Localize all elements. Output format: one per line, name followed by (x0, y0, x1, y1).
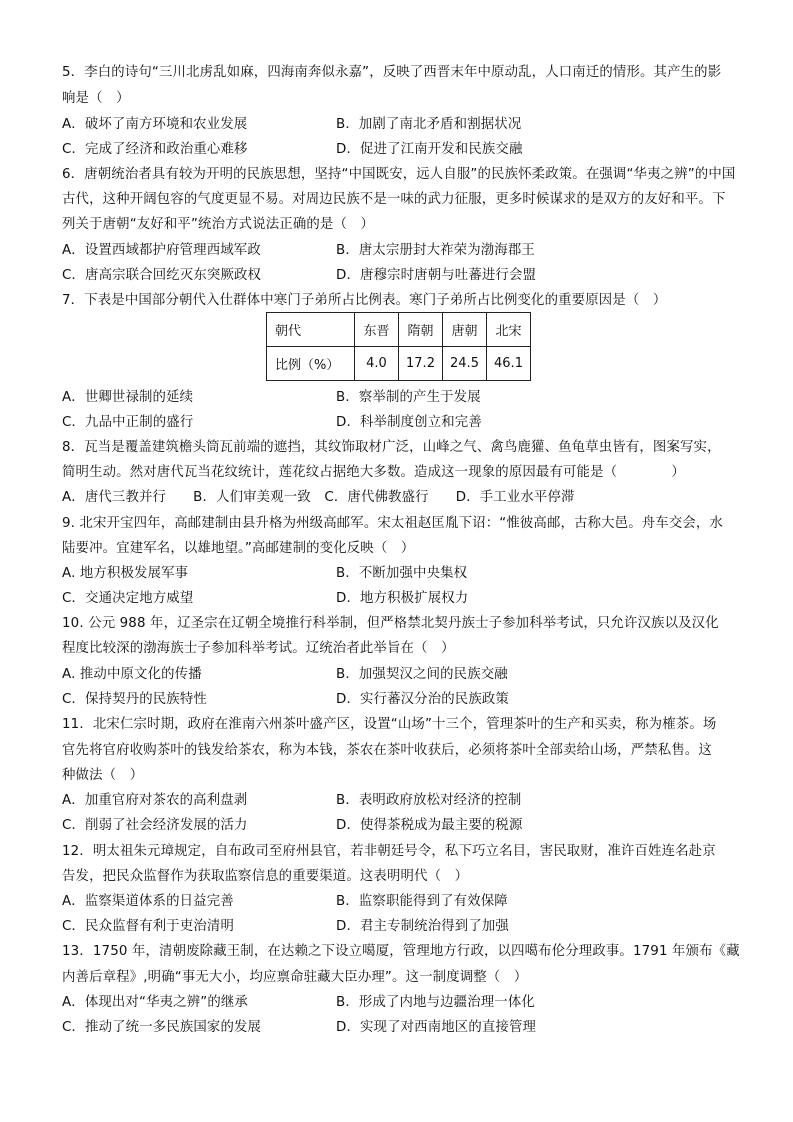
question-11-option-b[interactable]: B．表明政府放松对经济的控制 (336, 793, 522, 808)
question-6-option-d[interactable]: D．唐穆宗时唐朝与吐蕃进行会盟 (336, 268, 537, 283)
question-10-option-c[interactable]: C．保持契丹的民族特性 (62, 692, 207, 707)
question-5-stem-line-2: 响是（ ） (62, 91, 130, 106)
question-8-stem-line-2: 简明生动。然对唐代瓦当花纹统计，莲花纹占据绝大多数。造成这一现象的原因最有可能是（ ） (62, 465, 685, 480)
question-11-option-d[interactable]: D．使得茶税成为最主要的税源 (336, 818, 523, 833)
question-9-option-c[interactable]: C．交通决定地方威望 (62, 591, 194, 606)
question-6-stem-line-3: 列关于唐朝“友好和平”统治方式说法正确的是（ ） (62, 217, 375, 232)
question-10-option-a[interactable]: A. 推动中原文化的传播 (62, 667, 202, 682)
question-6-option-a[interactable]: A．设置西域都护府管理西域军政 (62, 243, 261, 258)
question-6-option-c[interactable]: C．唐高宗联合回纥灭东突厥政权 (62, 268, 262, 283)
question-7-option-d[interactable]: D．科举制度创立和完善 (336, 415, 482, 430)
table-header-ratio: 比例（%） (267, 347, 355, 381)
question-9-option-d[interactable]: D．地方积极扩展权力 (336, 591, 469, 606)
question-12-stem-line-1: 12．明太祖朱元璋规定，自布政司至府州县官，若非朝廷号令，私下巧立名目，害民取财，准许百姓连名赴京 (62, 844, 716, 859)
table-row (267, 313, 531, 347)
question-5-option-a[interactable]: A．破坏了南方环境和农业发展 (62, 117, 248, 132)
table-header-dynasty: 朝代 (267, 313, 355, 347)
question-12-option-c[interactable]: C．民众监督有利于吏治清明 (62, 919, 234, 934)
table-cell: 46.1 (487, 347, 531, 381)
question-9-option-a[interactable]: A. 地方积极发展军事 (62, 566, 189, 581)
table-cell: 东晋 (355, 313, 399, 347)
question-12-option-b[interactable]: B．监察职能得到了有效保障 (336, 894, 508, 909)
table-cell: 24.5 (443, 347, 487, 381)
question-5-option-b[interactable]: B．加剧了南北矛盾和割据状况 (336, 117, 522, 132)
question-13-option-c[interactable]: C．推动了统一多民族国家的发展 (62, 1020, 262, 1035)
question-11-stem-line-2: 官先将官府收购茶叶的钱发给茶农，称为本钱，茶农在茶叶收获后，必须将茶叶全部卖给山场，严禁私售。这 (62, 743, 712, 758)
table-cell: 隋朝 (399, 313, 443, 347)
question-5-stem-line-1: 5．李白的诗句“三川北虏乱如麻，四海南奔似永嘉”，反映了西晋末年中原动乱，人口南迁的情形。其产生的影 (62, 65, 722, 80)
table-cell: 唐朝 (443, 313, 487, 347)
question-7-option-b[interactable]: B．察举制的产生于发展 (336, 390, 481, 405)
question-5-option-d[interactable]: D．促进了江南开发和民族交融 (336, 142, 523, 157)
table-cell: 17.2 (399, 347, 443, 381)
question-10-option-b[interactable]: B．加强契汉之间的民族交融 (336, 667, 508, 682)
table-cell: 北宋 (487, 313, 531, 347)
question-7-option-a[interactable]: A．世卿世禄制的延续 (62, 390, 194, 405)
question-7-stem-line-1: 7．下表是中国部分朝代入仕群体中寒门子弟所占比例表。寒门子弟所占比例变化的重要原因是（ ） (62, 293, 667, 308)
question-10-stem-line-1: 10. 公元 988 年，辽圣宗在辽朝全境推行科举制，但严格禁北契丹族士子参加科举考试，只允许汉族以及汉化 (62, 616, 719, 631)
table-row (267, 347, 531, 381)
question-13-option-d[interactable]: D．实现了对西南地区的直接管理 (336, 1020, 537, 1035)
question-8-options[interactable]: A．唐代三教并行 B．人们审美观一致 C．唐代佛教盛行 D．手工业水平停滞 (62, 490, 575, 505)
question-10-option-d[interactable]: D．实行蕃汉分治的民族政策 (336, 692, 509, 707)
question-13-option-b[interactable]: B．形成了内地与边疆治理一体化 (336, 995, 535, 1010)
question-13-option-a[interactable]: A．体现出对“华夷之辨”的继承 (62, 995, 248, 1010)
table-cell: 4.0 (355, 347, 399, 381)
question-10-stem-line-2: 程度比较深的渤海族士子参加科举考试。辽统治者此举旨在（ ） (62, 641, 455, 656)
question-12-stem-line-2: 告发，把民众监督作为获取监察信息的重要渠道。这表明明代（ ） (62, 869, 469, 884)
question-12-option-a[interactable]: A．监察渠道体系的日益完善 (62, 894, 234, 909)
question-6-stem-line-1: 6．唐朝统治者具有较为开明的民族思想，坚持“中国既安，远人自服”的民族怀柔政策。在强调“华夷之辨”的中国 (62, 167, 736, 182)
question-7-table (266, 312, 531, 381)
question-9-option-b[interactable]: B．不断加强中央集权 (336, 566, 468, 581)
question-9-stem-line-1: 9. 北宋开宝四年，高邮建制由县升格为州级高邮军。宋太祖赵匡胤下诏：“惟彼高邮，古称大邑。舟车交会，水 (62, 516, 723, 531)
question-6-stem-line-2: 古代，这种开阔包容的气度更显不易。对周边民族不是一味的武力征服，更多时候谋求的是双方的友好和平。下 (62, 192, 726, 207)
question-12-option-d[interactable]: D．君主专制统治得到了加强 (336, 919, 509, 934)
question-7-option-c[interactable]: C．九品中正制的盛行 (62, 415, 194, 430)
question-9-stem-line-2: 陆要冲。宜建军名，以雄地望。”高邮建制的变化反映（ ） (62, 541, 415, 556)
question-13-stem-line-1: 13．1750 年，清朝废除藏王制，在达赖之下设立噶厦，管理地方行政，以四噶布伦分理政事。1791 年颁布《藏 (62, 944, 740, 959)
question-5-option-c[interactable]: C．完成了经济和政治重心难移 (62, 142, 248, 157)
question-13-stem-line-2: 内善后章程》,明确“事无大小，均应禀命驻藏大臣办理”。这一制度调整（ ） (62, 970, 528, 985)
question-11-stem-line-3: 种做法（ ） (62, 768, 144, 783)
question-11-option-c[interactable]: C．削弱了社会经济发展的活力 (62, 818, 248, 833)
question-11-stem-line-1: 11．北宋仁宗时期，政府在淮南六州茶叶盛产区，设置“山场”十三个，管理茶叶的生产和买卖，称为榷茶。场 (62, 717, 717, 732)
question-11-option-a[interactable]: A．加重官府对茶农的高利盘剥 (62, 793, 248, 808)
question-8-stem-line-1: 8．瓦当是覆盖建筑檐头筒瓦前端的遮挡，其纹饰取材广泛，山峰之气、禽鸟鹿獾、鱼龟草虫皆有，图案写实， (62, 440, 721, 455)
question-6-option-b[interactable]: B．唐太宗册封大祚荣为渤海郡王 (336, 243, 535, 258)
